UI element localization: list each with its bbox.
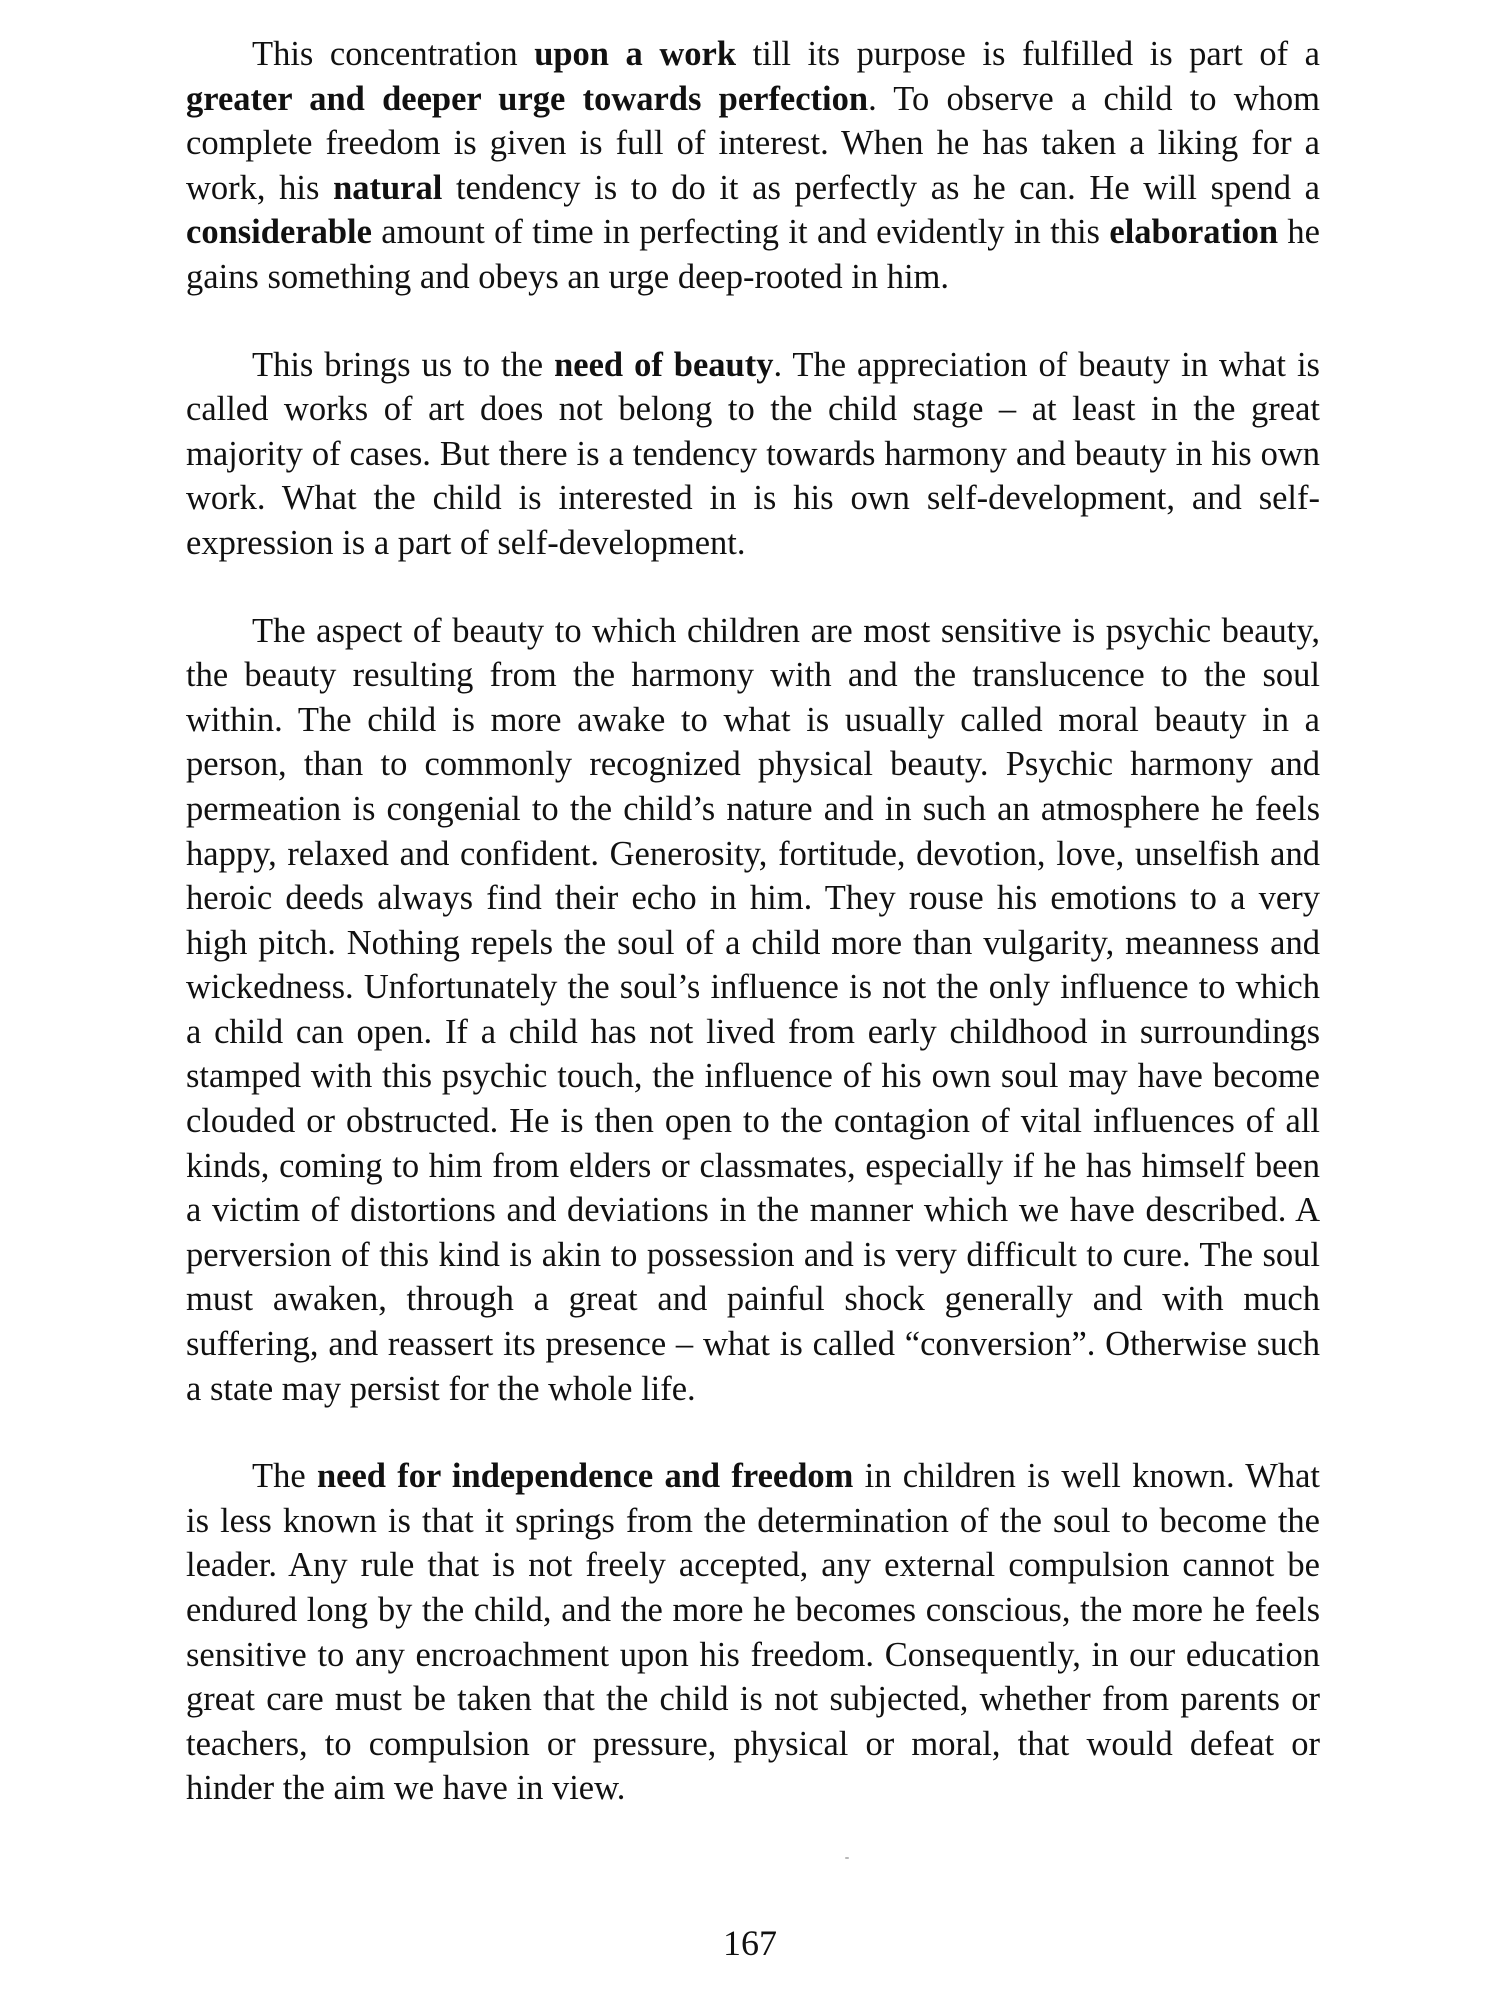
bold-phrase: need for independence and freedom	[316, 1457, 854, 1496]
bold-phrase: elaboration	[1109, 213, 1279, 252]
bold-phrase: considerable	[186, 213, 372, 252]
paragraph-beauty	[186, 343, 1320, 566]
text-run: The	[252, 1457, 317, 1496]
bold-phrase: need of beauty	[554, 345, 774, 384]
body-text	[186, 32, 1320, 1854]
page-number: 167	[723, 1923, 777, 1963]
bold-phrase: upon a work	[534, 35, 737, 73]
text-run: . The appreciation of beauty in what is called works of art does not belong to the child stage – at least in the great majority of cases. But there is a tendency towards harmony and beauty in his own work. What the child is interested in is his own self-development, and self-expression is a part of self-development.	[186, 345, 1320, 562]
scan-speck	[845, 1857, 849, 1859]
text-run: amount of time in perfecting it and evidently in this	[371, 213, 1110, 252]
text-run: till its purpose is fulfilled is part of a	[736, 35, 1320, 73]
text-run: The aspect of beauty to which children are most sensitive is psychic beauty, the beauty resulting from the harmony with and the translucence to the soul within. The child is more awake to what is usually called moral beauty in a person, than to commonly recognized physical beauty. Psychic harmony and permeation is congenial to the child’s nature and in such an atmosphere he feels happy, relaxed and confident. Generosity, fortitude, devotion, love, unselfish and heroic deeds always find their echo in him. They rouse his emotions to a very high pitch. Nothing repels the soul of a child more than vulgarity, meanness and wickedness. Unfortunately the soul’s influence is not the only influence to which a child can open. If a child has not lived from early childhood in surroundings stamped with this psychic touch, the influence of his own soul may have become clouded or obstructed. He is then open to the contagion of vital influences of all kinds, coming to him from elders or classmates, especially if he has himself been a victim of distortions and deviations in the manner which we have described. A perversion of this kind is akin to possession and is very difficult to cure. The soul must awaken, through a great and painful shock generally and with much suffering, and reassert its presence – what is called “conversion”. Otherwise such a state may persist for the whole life.	[186, 611, 1320, 1408]
text-run: . To observe a child to whom complete freedom is given is full of interest. When he has taken a liking for a work, his	[186, 79, 1321, 207]
text-run: tendency is to do it as perfectly as he can. He will spend a	[442, 168, 1320, 207]
bold-phrase: natural	[333, 168, 443, 207]
text-run: This brings us to the	[252, 345, 555, 384]
paragraph-independence	[186, 1454, 1320, 1811]
text-run: in children is well known. What is less known is that it springs from the determination of the soul to become the leader. Any rule that is not freely accepted, any external compulsion cannot be endured long by the child, and the more he becomes conscious, the more he feels sensitive to any encroachment upon his freedom. Consequently, in our education great care must be taken that the child is not subjected, whether from parents or teachers, to compulsion or pressure, physical or moral, that would defeat or hinder the aim we have in view.	[186, 1457, 1321, 1808]
paragraph-psychic-beauty	[186, 609, 1320, 1412]
text-run: This concentration	[252, 35, 535, 73]
paragraph-perfection	[186, 32, 1320, 300]
text-run: he gains something and obeys an urge deep-rooted in him.	[186, 213, 1320, 296]
bold-phrase: greater and deeper urge towards perfection	[186, 79, 869, 118]
